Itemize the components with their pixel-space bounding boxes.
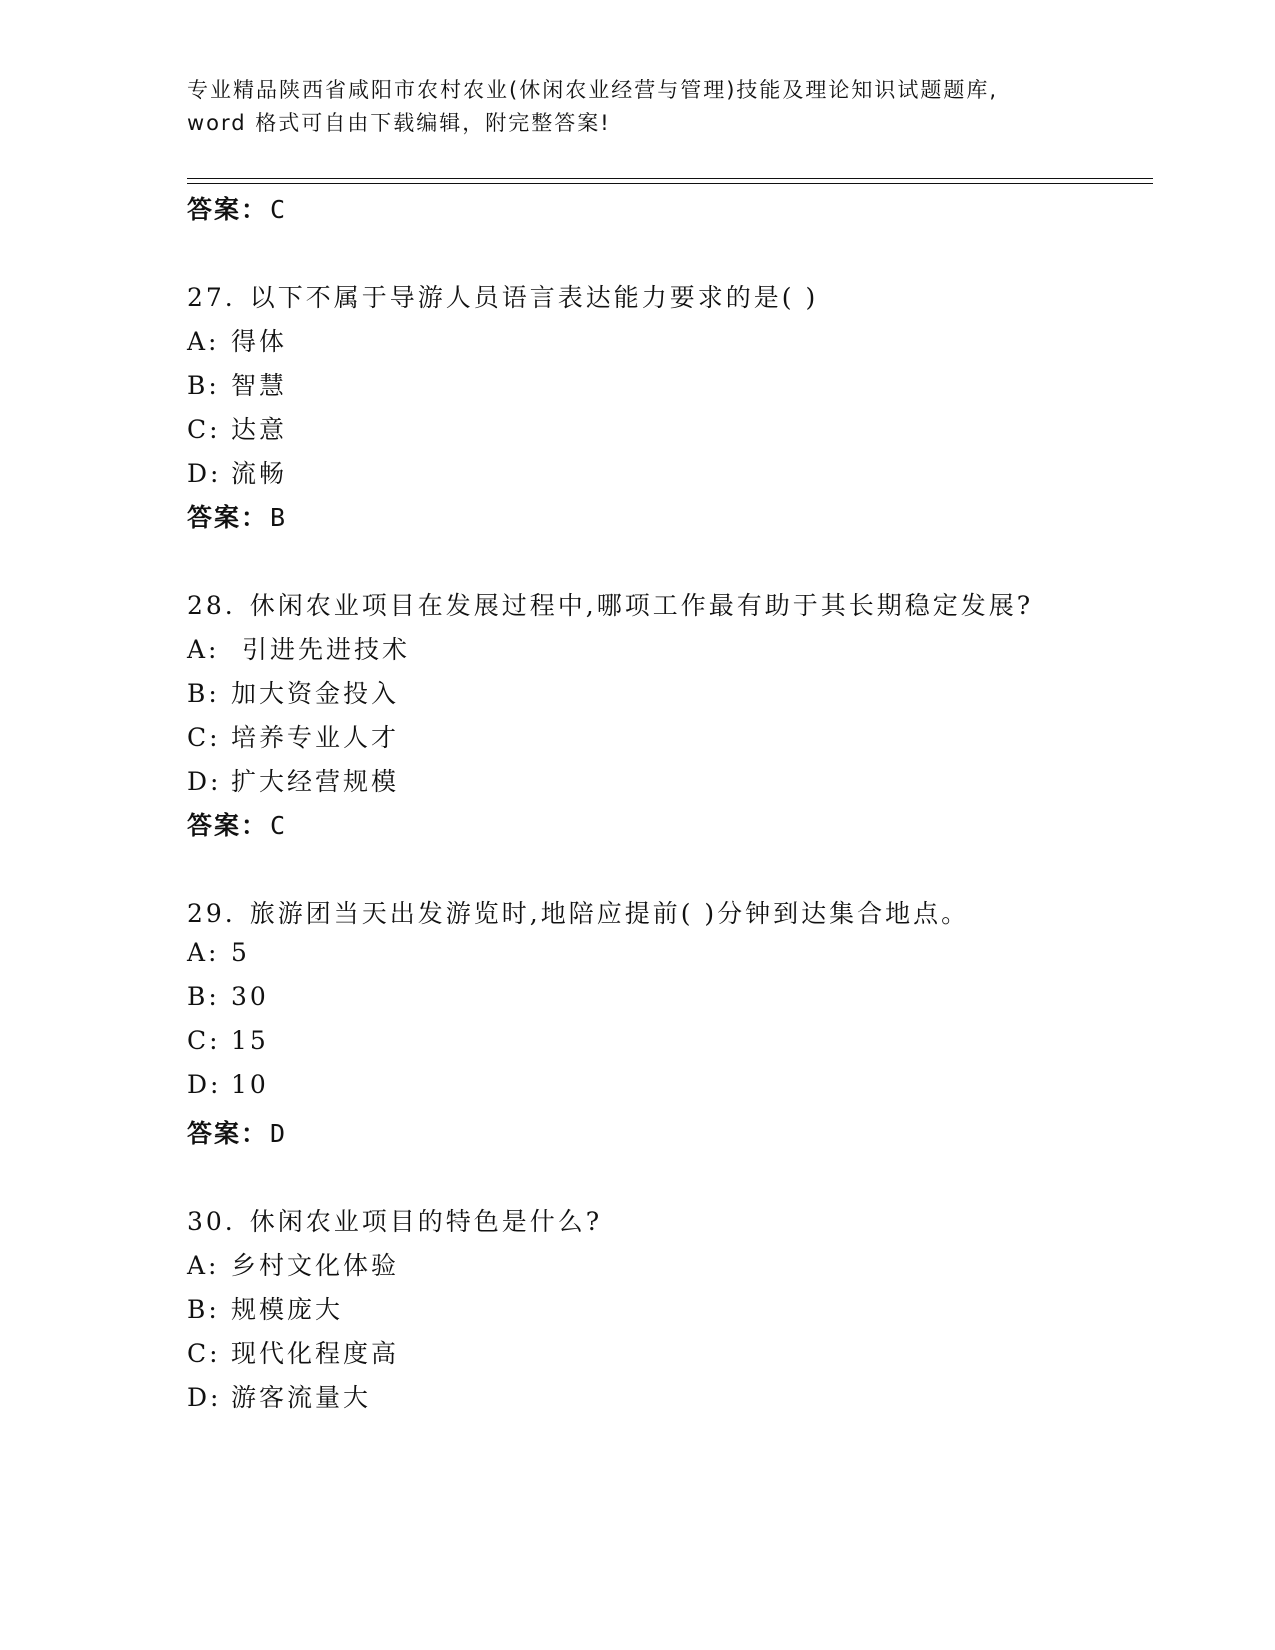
option-text: 智慧 bbox=[231, 371, 288, 400]
option-b bbox=[187, 366, 287, 402]
question-28 bbox=[187, 586, 1033, 622]
header-rule-bottom bbox=[187, 183, 1153, 184]
option-text: 引进先进技术 bbox=[231, 635, 410, 664]
option-label: A: bbox=[187, 1251, 220, 1280]
header-line-2: word 格式可自由下载编辑，附完整答案! bbox=[187, 111, 611, 135]
answer-line bbox=[187, 806, 287, 842]
header-line-1: 专业精品陕西省咸阳市农村农业(休闲农业经营与管理)技能及理论知识试题题库, bbox=[187, 78, 999, 102]
option-text: 15 bbox=[231, 1026, 269, 1055]
option-label: D: bbox=[187, 1070, 222, 1099]
answer-label: 答案： bbox=[187, 1119, 269, 1148]
option-text: 规模庞大 bbox=[231, 1295, 344, 1324]
option-text: 乡村文化体验 bbox=[231, 1251, 400, 1280]
option-a bbox=[187, 630, 410, 666]
option-label: C: bbox=[187, 723, 221, 752]
question-number: 28. bbox=[187, 591, 236, 620]
answer-label: 答案： bbox=[187, 503, 269, 532]
question-number: 29. bbox=[187, 899, 236, 928]
header-rule-top bbox=[187, 178, 1153, 179]
option-a bbox=[187, 322, 287, 358]
option-d bbox=[187, 1070, 269, 1099]
option-text: 现代化程度高 bbox=[231, 1339, 400, 1368]
answer-line bbox=[187, 190, 287, 226]
answer-line bbox=[187, 498, 287, 534]
option-label: A: bbox=[187, 327, 220, 356]
answer-value: B bbox=[270, 503, 288, 532]
option-label: B: bbox=[187, 982, 220, 1011]
option-text: 游客流量大 bbox=[231, 1383, 372, 1412]
answer-line bbox=[187, 1114, 287, 1150]
option-label: D: bbox=[187, 767, 222, 796]
option-a bbox=[187, 938, 250, 967]
question-27 bbox=[187, 278, 818, 314]
option-d bbox=[187, 1378, 371, 1414]
option-label: C: bbox=[187, 1339, 221, 1368]
question-text: 旅游团当天出发游览时,地陪应提前( )分钟到达集合地点。 bbox=[249, 899, 970, 928]
question-number: 27. bbox=[187, 283, 236, 312]
answer-value: C bbox=[270, 811, 288, 840]
option-d bbox=[187, 454, 287, 490]
option-b bbox=[187, 1290, 343, 1326]
option-text: 30 bbox=[231, 982, 269, 1011]
option-label: B: bbox=[187, 1295, 220, 1324]
question-text: 以下不属于导游人员语言表达能力要求的是( ) bbox=[249, 283, 819, 312]
answer-value: D bbox=[270, 1119, 288, 1148]
answer-label: 答案： bbox=[187, 811, 269, 840]
option-text: 得体 bbox=[231, 327, 288, 356]
question-number: 30. bbox=[187, 1207, 236, 1236]
answer-label: 答案： bbox=[187, 195, 269, 224]
option-c bbox=[187, 410, 287, 446]
option-label: B: bbox=[187, 371, 220, 400]
option-a bbox=[187, 1246, 399, 1282]
question-29 bbox=[187, 894, 969, 930]
option-label: D: bbox=[187, 1383, 222, 1412]
option-label: D: bbox=[187, 459, 222, 488]
option-label: B: bbox=[187, 679, 220, 708]
option-text: 达意 bbox=[231, 415, 288, 444]
question-30 bbox=[187, 1202, 602, 1238]
question-text: 休闲农业项目在发展过程中,哪项工作最有助于其长期稳定发展? bbox=[249, 591, 1034, 620]
option-b bbox=[187, 982, 269, 1011]
option-label: A: bbox=[187, 938, 220, 967]
option-text: 加大资金投入 bbox=[231, 679, 400, 708]
option-d bbox=[187, 762, 399, 798]
option-text: 10 bbox=[231, 1070, 269, 1099]
option-label: C: bbox=[187, 1026, 221, 1055]
option-text: 5 bbox=[231, 938, 250, 967]
option-b bbox=[187, 674, 399, 710]
option-c bbox=[187, 1026, 269, 1055]
document-header bbox=[187, 74, 1087, 140]
option-label: C: bbox=[187, 415, 221, 444]
option-text: 扩大经营规模 bbox=[231, 767, 400, 796]
option-label: A: bbox=[187, 635, 220, 664]
option-text: 培养专业人才 bbox=[231, 723, 400, 752]
question-text: 休闲农业项目的特色是什么? bbox=[249, 1207, 603, 1236]
option-c bbox=[187, 718, 399, 754]
option-c bbox=[187, 1334, 399, 1370]
answer-value: C bbox=[270, 195, 288, 224]
option-text: 流畅 bbox=[231, 459, 288, 488]
